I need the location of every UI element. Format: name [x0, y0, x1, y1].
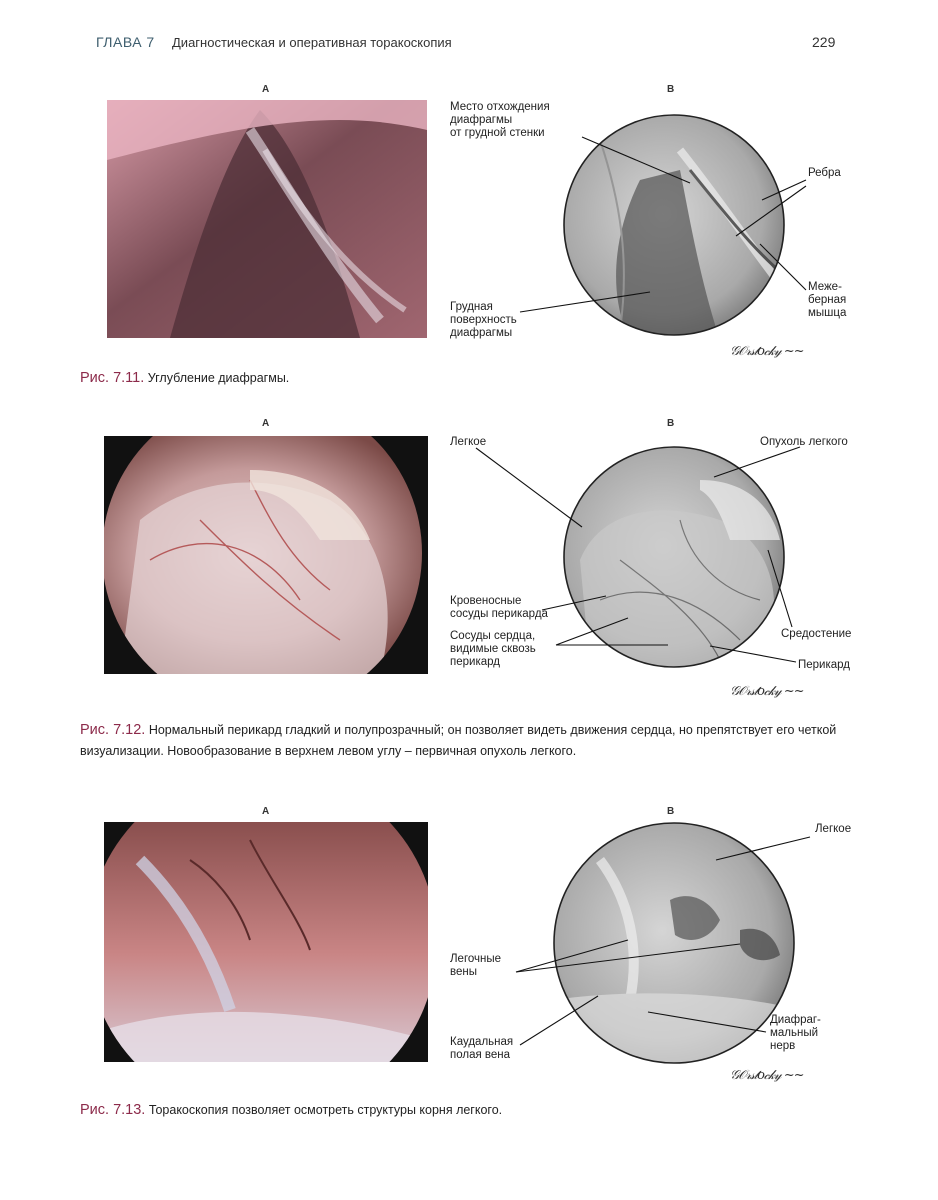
label-lung: Легкое [815, 823, 852, 835]
label-caudal-vena-cava: Каудальная полая вена [450, 1036, 514, 1061]
drawing-diaphragm [564, 115, 805, 340]
figure-caption-7-11 [80, 368, 860, 389]
drawing-pericardium [564, 447, 794, 667]
chapter-label: ГЛАВА 7 [96, 34, 155, 50]
figure-number: Рис. 7.12. [80, 722, 146, 738]
label-phrenic-nerve: Диафраг- мальный нерв [770, 1014, 821, 1052]
label-intercostal-muscle: Меже- берная мышца [808, 281, 847, 319]
caption-text: Нормальный перикард гладкий и полупрозрачный; он позволяет видеть движения сердца, но препятствует его четкой визуализации. Новообразование в верхнем левом углу – первичная опухоль легкого. [80, 723, 837, 758]
panel-letter-b: B [667, 806, 675, 817]
figure-caption-7-13 [80, 1100, 860, 1121]
chapter-title: Диагностическая и оперативная торакоскопия [172, 35, 452, 50]
label-diaphragm-surface: Грудная поверхность диафрагмы [450, 301, 517, 339]
illustrator-signature: 𝒢𝒪𝓇𝓈𝓉𝑜𝒸𝓀𝓎 ~~ [730, 1068, 804, 1083]
label-diaphragm-origin: Место отхождения диафрагмы от грудной стенки [450, 101, 550, 139]
illustrator-signature: 𝒢𝒪𝓇𝓈𝓉𝑜𝒸𝓀𝓎 ~~ [730, 344, 804, 359]
page-number: 229 [812, 34, 836, 50]
figure-number: Рис. 7.13. [80, 1102, 146, 1118]
label-pericardium: Перикард [798, 659, 851, 671]
caption-text: Углубление диафрагмы. [147, 371, 290, 385]
label-lung: Легкое [450, 436, 487, 448]
photo-pericardium [104, 436, 428, 674]
panel-letter-a: A [262, 806, 270, 817]
panel-letter-a: A [262, 84, 270, 95]
figure-caption-7-12 [80, 720, 870, 762]
label-mediastinum: Средостение [781, 628, 852, 640]
label-lung-tumor: Опухоль легкого [760, 436, 848, 448]
panel-letter-b: B [667, 84, 675, 95]
illustrator-signature: 𝒢𝒪𝓇𝓈𝓉𝑜𝒸𝓀𝓎 ~~ [730, 684, 804, 699]
label-pericardial-vessels: Кровеносные сосуды перикарда [450, 595, 548, 620]
panel-letter-b: B [667, 418, 675, 429]
label-heart-vessels: Сосуды сердца, видимые сквозь перикард [450, 630, 536, 668]
label-pulmonary-veins: Легочные вены [450, 953, 502, 978]
label-ribs: Ребра [808, 167, 841, 179]
figure-number: Рис. 7.11. [80, 370, 145, 386]
photo-lung-root [104, 822, 428, 1062]
caption-text: Торакоскопия позволяет осмотреть структуры корня легкого. [148, 1103, 503, 1117]
photo-diaphragm [107, 100, 427, 338]
panel-letter-a: A [262, 418, 270, 429]
drawing-lung-root [554, 823, 800, 1070]
